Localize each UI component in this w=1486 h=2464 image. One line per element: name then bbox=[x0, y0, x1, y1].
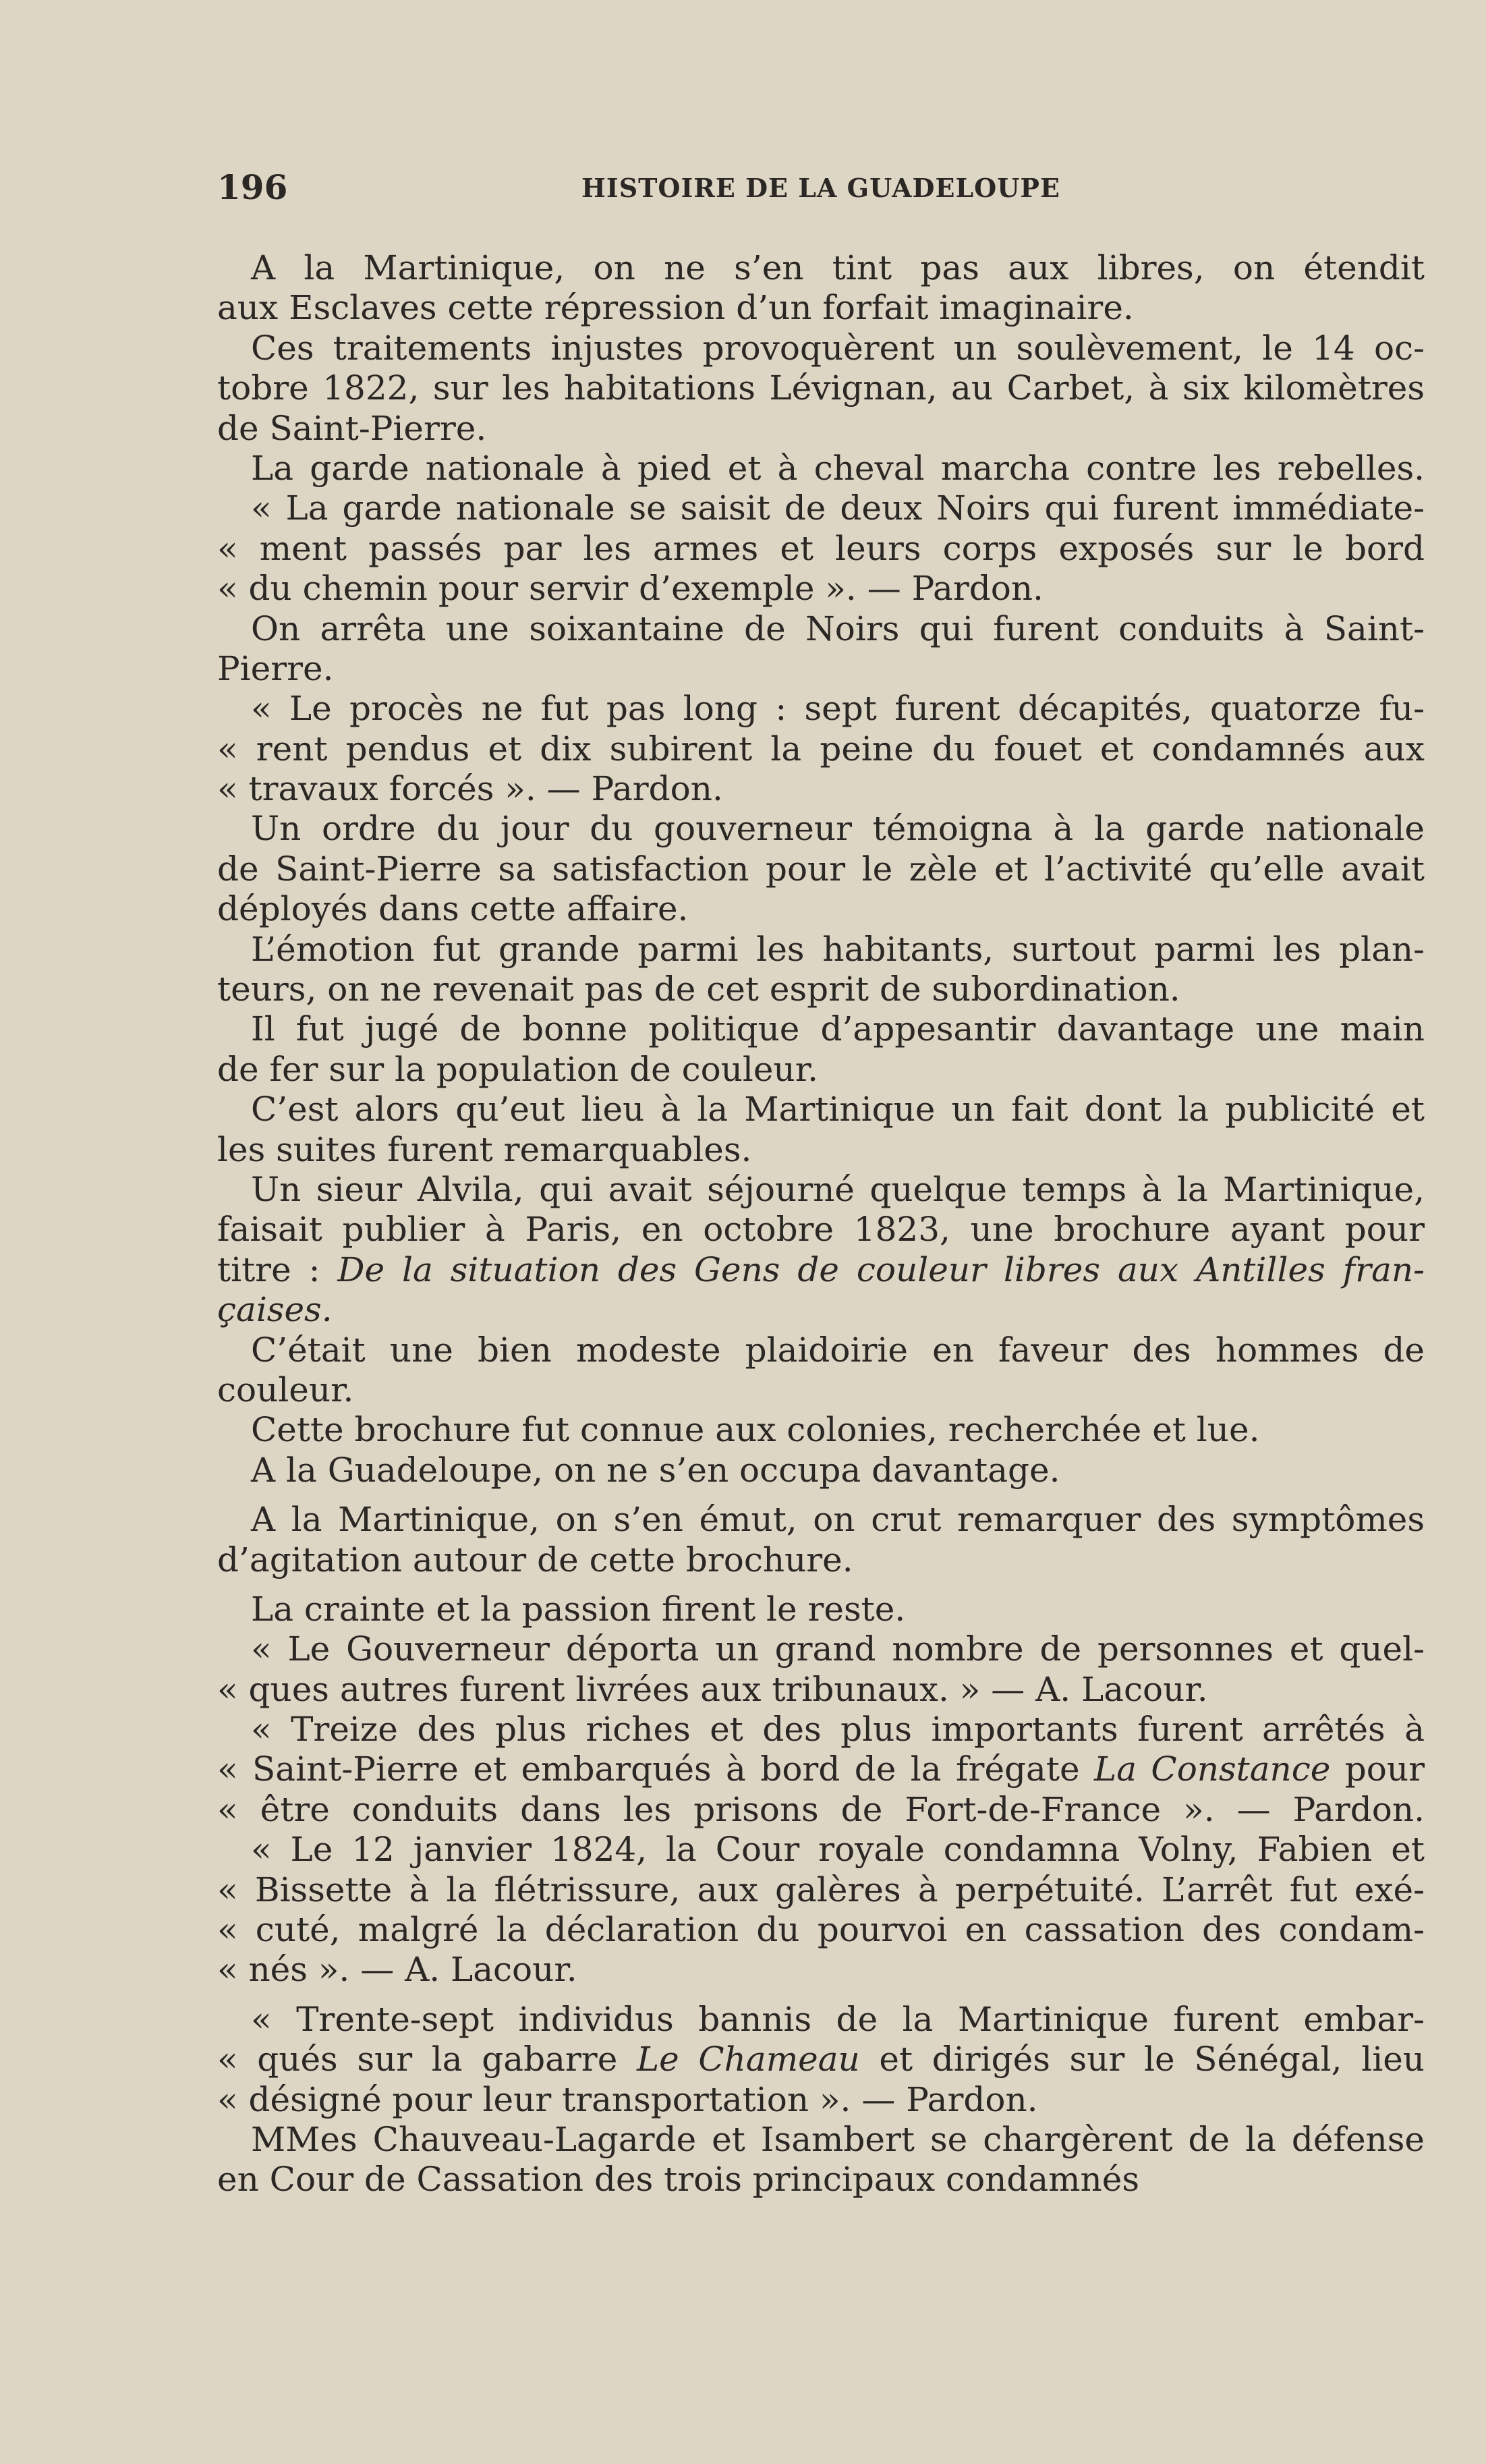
line-text: « Le Gouverneur déporta un grand nombre de personnes et quel- bbox=[251, 1629, 1425, 1669]
text-line bbox=[217, 1670, 1425, 1710]
text-line bbox=[217, 1500, 1425, 1540]
text-line bbox=[217, 649, 1425, 689]
text-line bbox=[217, 1540, 1425, 1580]
line-text: « cuté, malgré la déclaration du pourvoi en cassation des condam- bbox=[217, 1910, 1425, 1950]
text-line bbox=[217, 930, 1425, 970]
page-header bbox=[217, 167, 1425, 215]
page-number: 196 bbox=[217, 167, 288, 207]
line-text: teurs, on ne revenait pas de cet esprit de subordination. bbox=[217, 970, 1180, 1009]
text-line bbox=[217, 288, 1425, 328]
text-line bbox=[217, 2160, 1425, 2200]
line-text: A la Guadeloupe, on ne s’en occupa davantage. bbox=[251, 1450, 1060, 1490]
line-text: de fer sur la population de couleur. bbox=[217, 1049, 819, 1089]
line-text: « Bissette à la flétrissure, aux galères à perpétuité. L’arrêt fut exé- bbox=[217, 1870, 1425, 1909]
text-line bbox=[217, 1629, 1425, 1669]
text-line bbox=[217, 1710, 1425, 1749]
line-text: « travaux forcés ». — Pardon. bbox=[217, 769, 723, 809]
text-line bbox=[217, 1590, 1425, 1629]
line-text: « Le procès ne fut pas long : sept furent décapités, quatorze fu- bbox=[251, 689, 1425, 729]
body-text bbox=[217, 248, 1425, 2200]
line-text: « ment passés par les armes et leurs corps exposés sur le bord bbox=[217, 528, 1425, 568]
running-head: HISTOIRE DE LA GUADELOUPE bbox=[581, 173, 1060, 203]
line-text: La crainte et la passion firent le reste. bbox=[251, 1589, 906, 1629]
line-text: « désigné pour leur transportation ». — Pardon. bbox=[217, 2079, 1038, 2119]
line-text: « Treize des plus riches et des plus importants furent arrêtés à bbox=[251, 1710, 1425, 1749]
text-line bbox=[217, 329, 1425, 368]
line-text: titre : bbox=[217, 1250, 338, 1289]
text-line bbox=[217, 1090, 1425, 1129]
line-text: les suites furent remarquables. bbox=[217, 1129, 752, 1169]
text-line bbox=[217, 1009, 1425, 1049]
text-line bbox=[217, 1410, 1425, 1450]
text-line bbox=[217, 529, 1425, 569]
line-text: « Saint-Pierre et embarqués à bord de la frégate bbox=[217, 1749, 1094, 1789]
text-line bbox=[217, 569, 1425, 609]
line-text: aux Esclaves cette répression d’un forfait imaginaire. bbox=[217, 288, 1134, 328]
text-line bbox=[217, 1210, 1425, 1250]
text-line bbox=[217, 889, 1425, 929]
line-text: Cette brochure fut connue aux colonies, recherchée et lue. bbox=[251, 1410, 1260, 1450]
line-text: couleur. bbox=[217, 1370, 354, 1409]
line-text: C’était une bien modeste plaidoirie en faveur des hommes de bbox=[251, 1330, 1425, 1370]
line-text: « nés ». — A. Lacour. bbox=[217, 1950, 577, 1990]
line-text: A la Martinique, on s’en émut, on crut remarquer des symptômes bbox=[251, 1500, 1425, 1540]
line-text: faisait publier à Paris, en octobre 1823, une brochure ayant pour bbox=[217, 1210, 1425, 1250]
line-text: Ces traitements injustes provoquèrent un soulèvement, le 14 oc- bbox=[251, 328, 1425, 368]
line-text: « ques autres furent livrées aux tribunaux. » — A. Lacour. bbox=[217, 1669, 1208, 1709]
line-text-after: pour bbox=[1330, 1749, 1425, 1789]
text-line bbox=[217, 1250, 1425, 1290]
text-line bbox=[217, 1910, 1425, 1950]
text-line bbox=[217, 689, 1425, 729]
line-text: Pierre. bbox=[217, 648, 334, 688]
text-line bbox=[217, 1290, 1425, 1330]
italic-title: Le Chameau bbox=[636, 2040, 860, 2079]
line-text: de Saint-Pierre sa satisfaction pour le zèle et l’activité qu’elle avait bbox=[217, 849, 1425, 889]
text-line bbox=[217, 2040, 1425, 2079]
text-line bbox=[217, 2000, 1425, 2040]
line-text: A la Martinique, on ne s’en tint pas aux libres, on étendit bbox=[251, 248, 1425, 287]
line-text: de Saint-Pierre. bbox=[217, 408, 487, 448]
text-line bbox=[217, 1050, 1425, 1090]
text-line bbox=[217, 809, 1425, 849]
line-text: Un ordre du jour du gouverneur témoigna à la garde nationale bbox=[251, 809, 1425, 849]
line-text-after: et dirigés sur le Sénégal, lieu bbox=[859, 2040, 1425, 2079]
text-line bbox=[217, 488, 1425, 528]
text-line bbox=[217, 1331, 1425, 1370]
line-text: C’est alors qu’eut lieu à la Martinique un fait dont la publicité et bbox=[251, 1090, 1425, 1129]
text-line bbox=[217, 1451, 1425, 1490]
italic-title: çaises. bbox=[217, 1290, 333, 1330]
text-line bbox=[217, 769, 1425, 809]
text-line bbox=[217, 1870, 1425, 1910]
line-text: On arrêta une soixantaine de Noirs qui furent conduits à Saint- bbox=[251, 609, 1425, 648]
line-text: déployés dans cette affaire. bbox=[217, 889, 689, 929]
line-text: « du chemin pour servir d’exemple ». — Pardon. bbox=[217, 569, 1044, 609]
text-line bbox=[217, 449, 1425, 488]
text-line bbox=[217, 248, 1425, 288]
line-text: en Cour de Cassation des trois principaux condamnés bbox=[217, 2160, 1139, 2200]
text-line bbox=[217, 729, 1425, 769]
text-line bbox=[217, 2080, 1425, 2120]
line-text: « être conduits dans les prisons de Fort-de-France ». — Pardon. bbox=[217, 1789, 1425, 1829]
text-line bbox=[217, 849, 1425, 889]
text-line bbox=[217, 2120, 1425, 2160]
line-text: d’agitation autour de cette brochure. bbox=[217, 1540, 853, 1579]
line-text: « Le 12 janvier 1824, la Cour royale condamna Volny, Fabien et bbox=[251, 1830, 1425, 1870]
text-line bbox=[217, 1370, 1425, 1410]
text-line bbox=[217, 1950, 1425, 1990]
line-text: L’émotion fut grande parmi les habitants, surtout parmi les plan- bbox=[251, 929, 1425, 969]
italic-title: La Constance bbox=[1093, 1749, 1331, 1789]
line-text: Il fut jugé de bonne politique d’appesantir davantage une main bbox=[251, 1009, 1425, 1049]
line-text: Un sieur Alvila, qui avait séjourné quelque temps à la Martinique, bbox=[251, 1169, 1425, 1209]
text-line bbox=[217, 1130, 1425, 1170]
line-text: MMes Chauveau-Lagarde et Isambert se chargèrent de la défense bbox=[251, 2119, 1425, 2159]
line-text: La garde nationale à pied et à cheval marcha contre les rebelles. bbox=[251, 448, 1425, 488]
line-text: tobre 1822, sur les habitations Lévignan, au Carbet, à six kilomètres bbox=[217, 368, 1425, 408]
text-line bbox=[217, 609, 1425, 649]
text-line bbox=[217, 970, 1425, 1009]
line-text: « rent pendus et dix subirent la peine du fouet et condamnés aux bbox=[217, 729, 1425, 768]
line-text: « qués sur la gabarre bbox=[217, 2040, 637, 2079]
text-line bbox=[217, 1170, 1425, 1210]
text-line bbox=[217, 409, 1425, 449]
text-line bbox=[217, 368, 1425, 408]
text-line bbox=[217, 1749, 1425, 1789]
text-line bbox=[217, 1830, 1425, 1870]
text-line bbox=[217, 1790, 1425, 1830]
italic-title: De la situation des Gens de couleur libres aux Antilles fran- bbox=[337, 1250, 1425, 1289]
line-text: « La garde nationale se saisit de deux Noirs qui furent immédiate- bbox=[251, 488, 1425, 528]
line-text: « Trente-sept individus bannis de la Martinique furent embar- bbox=[251, 1999, 1425, 2039]
